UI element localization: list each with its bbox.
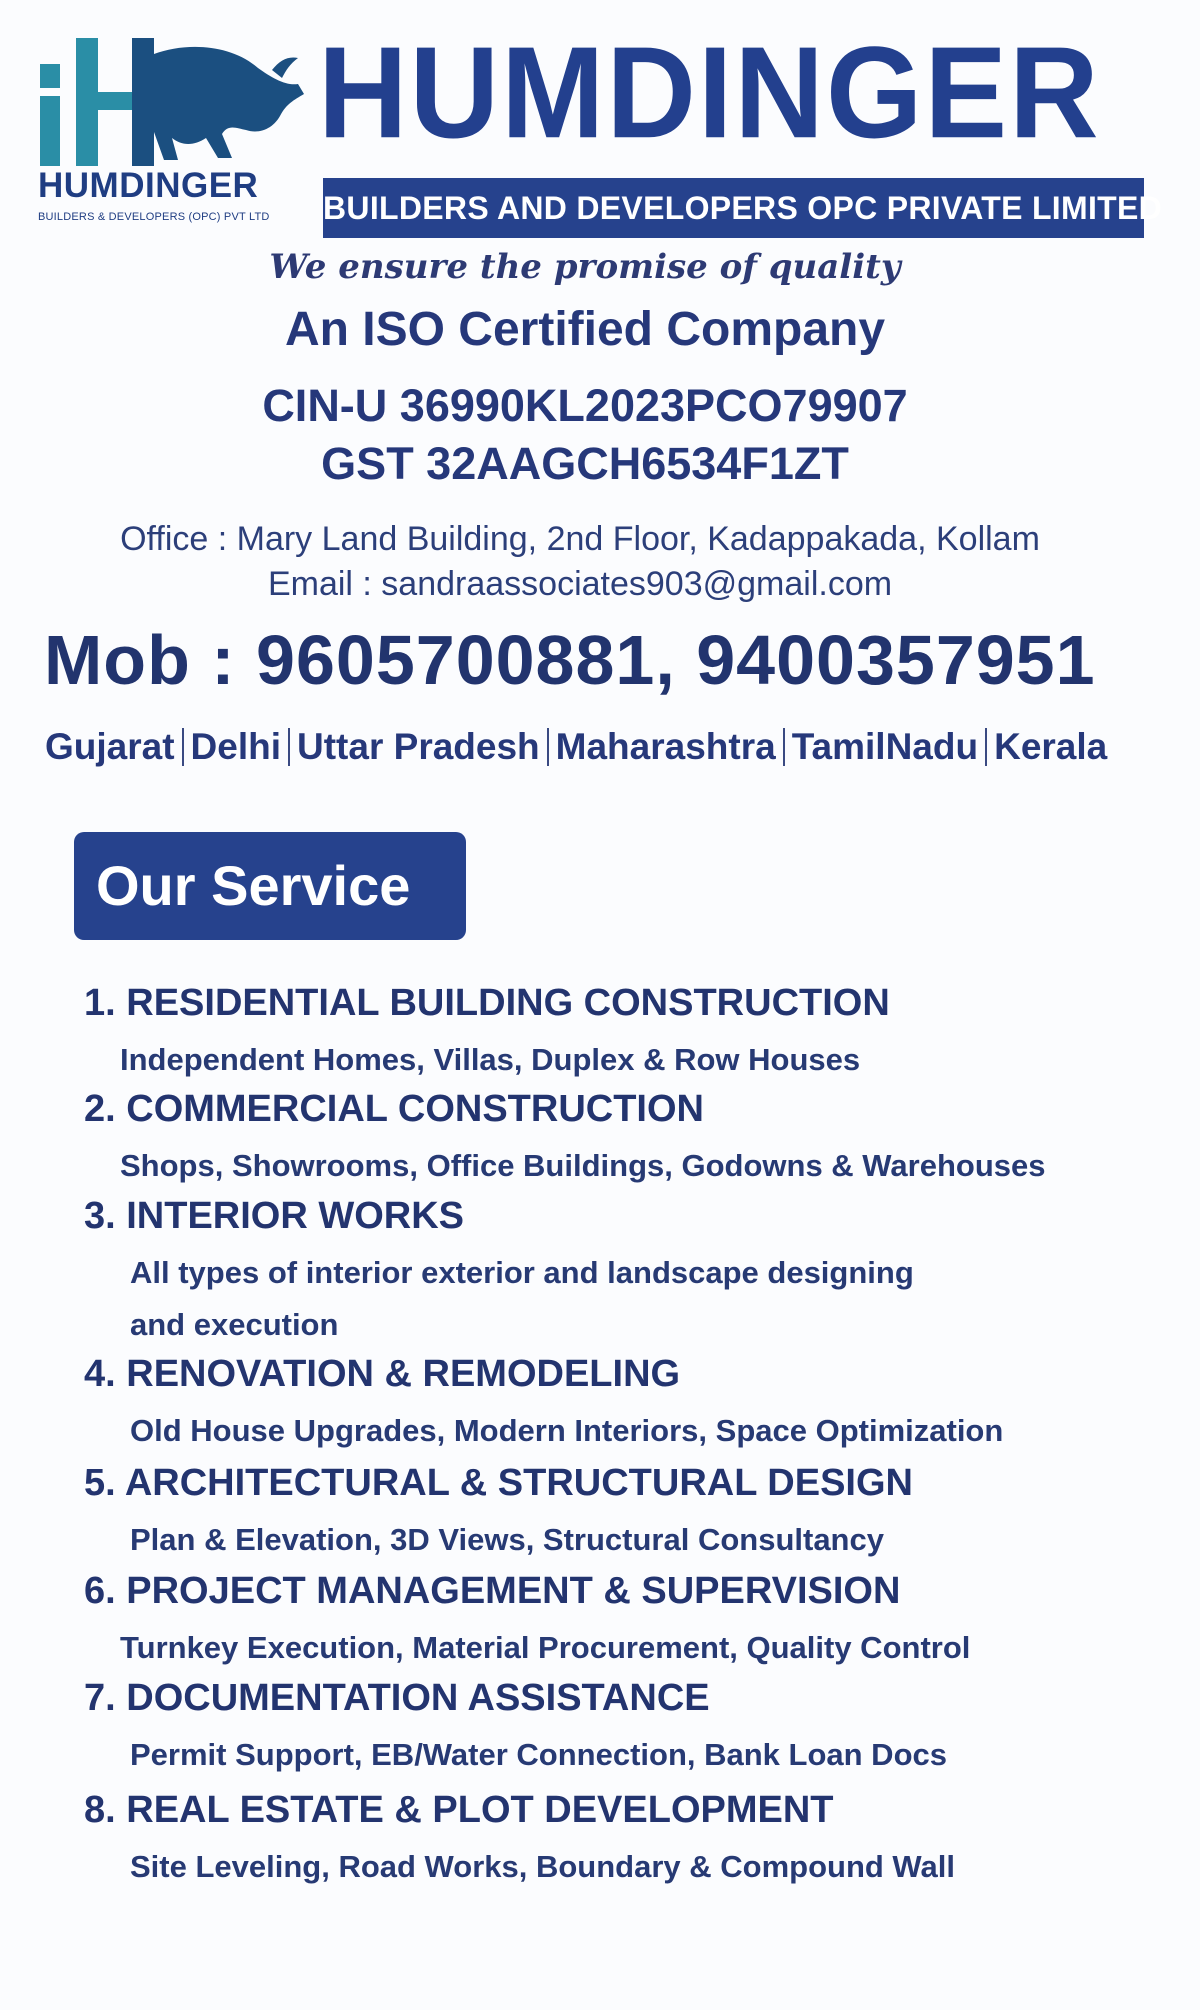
service-title: 6. PROJECT MANAGEMENT & SUPERVISION [84,1570,901,1612]
service-title: 1. RESIDENTIAL BUILDING CONSTRUCTION [84,982,890,1024]
logo-company-subtitle: BUILDERS & DEVELOPERS (OPC) PVT LTD [38,211,270,223]
state-item: TamilNadu [791,726,979,767]
service-description: Old House Upgrades, Modern Interiors, Space Optimization [130,1413,1004,1448]
service-description: Permit Support, EB/Water Connection, Bank Loan Docs [130,1737,947,1772]
service-title: 4. RENOVATION & REMODELING [84,1353,681,1395]
service-description: Independent Homes, Villas, Duplex & Row Houses [120,1042,861,1077]
gst-number: GST 32AAGCH6534F1ZT [321,438,849,489]
service-description: All types of interior exterior and landscape designing [130,1255,914,1290]
company-line-banner [323,178,1163,238]
bull-ih-logo-icon [36,34,306,174]
service-description: Shops, Showrooms, Office Buildings, Godowns & Warehouses [120,1148,1046,1183]
state-item: Gujarat [45,726,175,767]
mobile-numbers: Mob : 9605700881, 9400357951 [44,621,1096,699]
office-address: Office : Mary Land Building, 2nd Floor, Kadappakada, Kollam [120,520,1040,558]
iso-certified-text: An ISO Certified Company [284,303,886,356]
company-line-text: BUILDERS AND DEVELOPERS OPC PRIVATE LIMITED [323,190,1163,226]
service-description: and execution [130,1307,339,1342]
tagline: We ensure the promise of quality [269,247,901,287]
service-title: 8. REAL ESTATE & PLOT DEVELOPMENT [84,1789,834,1831]
our-service-heading: Our Service [96,854,411,917]
logo-company-name: HUMDINGER [38,166,259,205]
service-title: 7. DOCUMENTATION ASSISTANCE [84,1677,710,1719]
brand-title: HUMDINGER [318,20,1101,166]
states-list [38,722,1114,772]
service-description: Site Leveling, Road Works, Boundary & Compound Wall [130,1849,956,1884]
state-item: Uttar Pradesh [297,726,540,767]
cin-number: CIN-U 36990KL2023PCO79907 [262,380,908,431]
email-address: Email : sandraassociates903@gmail.com [267,565,893,603]
service-title: 3. INTERIOR WORKS [84,1195,465,1237]
state-item: Delhi [190,726,282,767]
service-title: 2. COMMERCIAL CONSTRUCTION [84,1088,704,1130]
service-title: 5. ARCHITECTURAL & STRUCTURAL DESIGN [84,1462,913,1504]
company-logo [36,34,306,234]
our-service-heading-box [74,832,466,940]
service-description: Turnkey Execution, Material Procurement, Quality Control [120,1630,971,1665]
state-item: Maharashtra [555,726,776,767]
service-description: Plan & Elevation, 3D Views, Structural Consultancy [130,1522,884,1557]
state-item: Kerala [994,726,1108,767]
